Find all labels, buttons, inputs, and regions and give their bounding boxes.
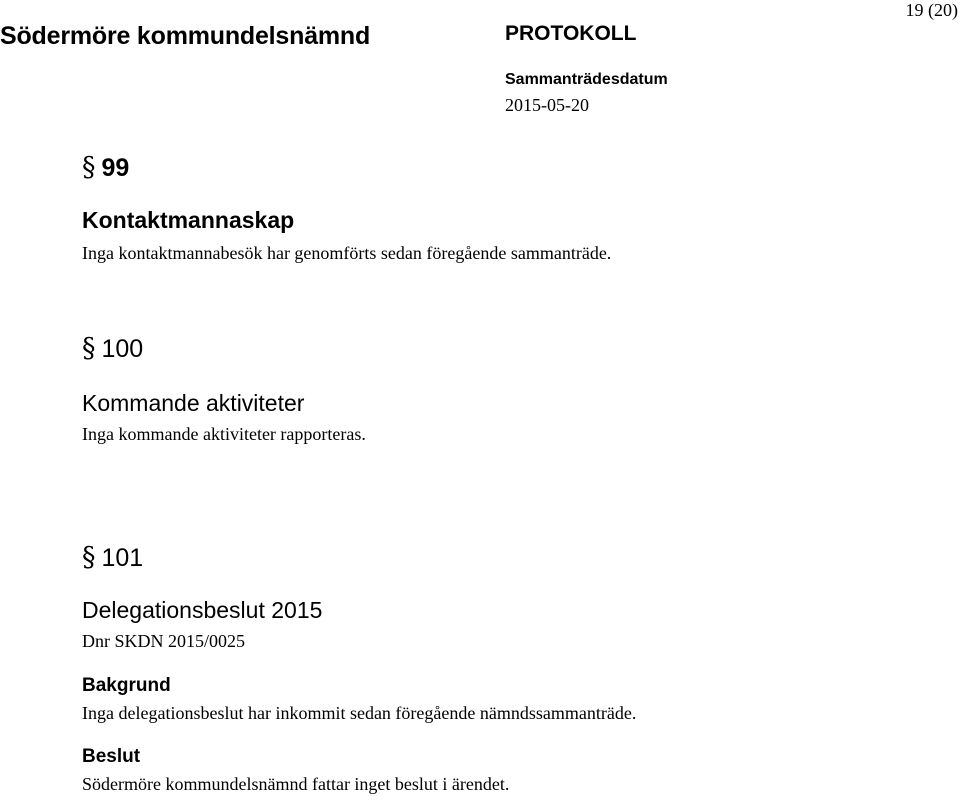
paragraph-symbol: § <box>82 152 96 183</box>
case-reference-number: Dnr SKDN 2015/0025 <box>82 631 246 651</box>
document-type: PROTOKOLL <box>505 22 637 45</box>
paragraph-number: 99 <box>101 154 130 182</box>
decision-heading: Beslut <box>82 746 141 767</box>
paragraph-99-heading <box>82 152 129 183</box>
decision-text: Södermöre kommundelsnämnd fattar inget beslut i ärendet. <box>82 774 510 794</box>
background-heading: Bakgrund <box>82 675 171 696</box>
page-number: 19 (20) <box>905 0 958 20</box>
meeting-date-label: Sammanträdesdatum <box>505 71 668 88</box>
background-text: Inga delegationsbeslut har inkommit sedan föregående nämndssammanträde. <box>82 703 637 723</box>
meeting-date-value: 2015-05-20 <box>505 95 589 115</box>
paragraph-number: 100 <box>101 335 144 363</box>
paragraph-number: 101 <box>101 544 144 572</box>
paragraph-symbol: § <box>82 542 96 573</box>
section-title-delegationsbeslut: Delegationsbeslut 2015 <box>82 597 323 623</box>
paragraph-100-heading <box>82 333 143 364</box>
section-text-kommande-aktiviteter: Inga kommande aktiviteter rapporteras. <box>82 424 366 444</box>
paragraph-101-heading <box>82 542 143 573</box>
section-text-kontaktmannaskap: Inga kontaktmannabesök har genomförts sedan föregående sammanträde. <box>82 243 612 263</box>
paragraph-symbol: § <box>82 333 96 364</box>
section-title-kommande-aktiviteter: Kommande aktiviteter <box>82 390 305 416</box>
section-title-kontaktmannaskap: Kontaktmannaskap <box>82 207 295 233</box>
organization-name: Södermöre kommundelsnämnd <box>0 22 371 50</box>
